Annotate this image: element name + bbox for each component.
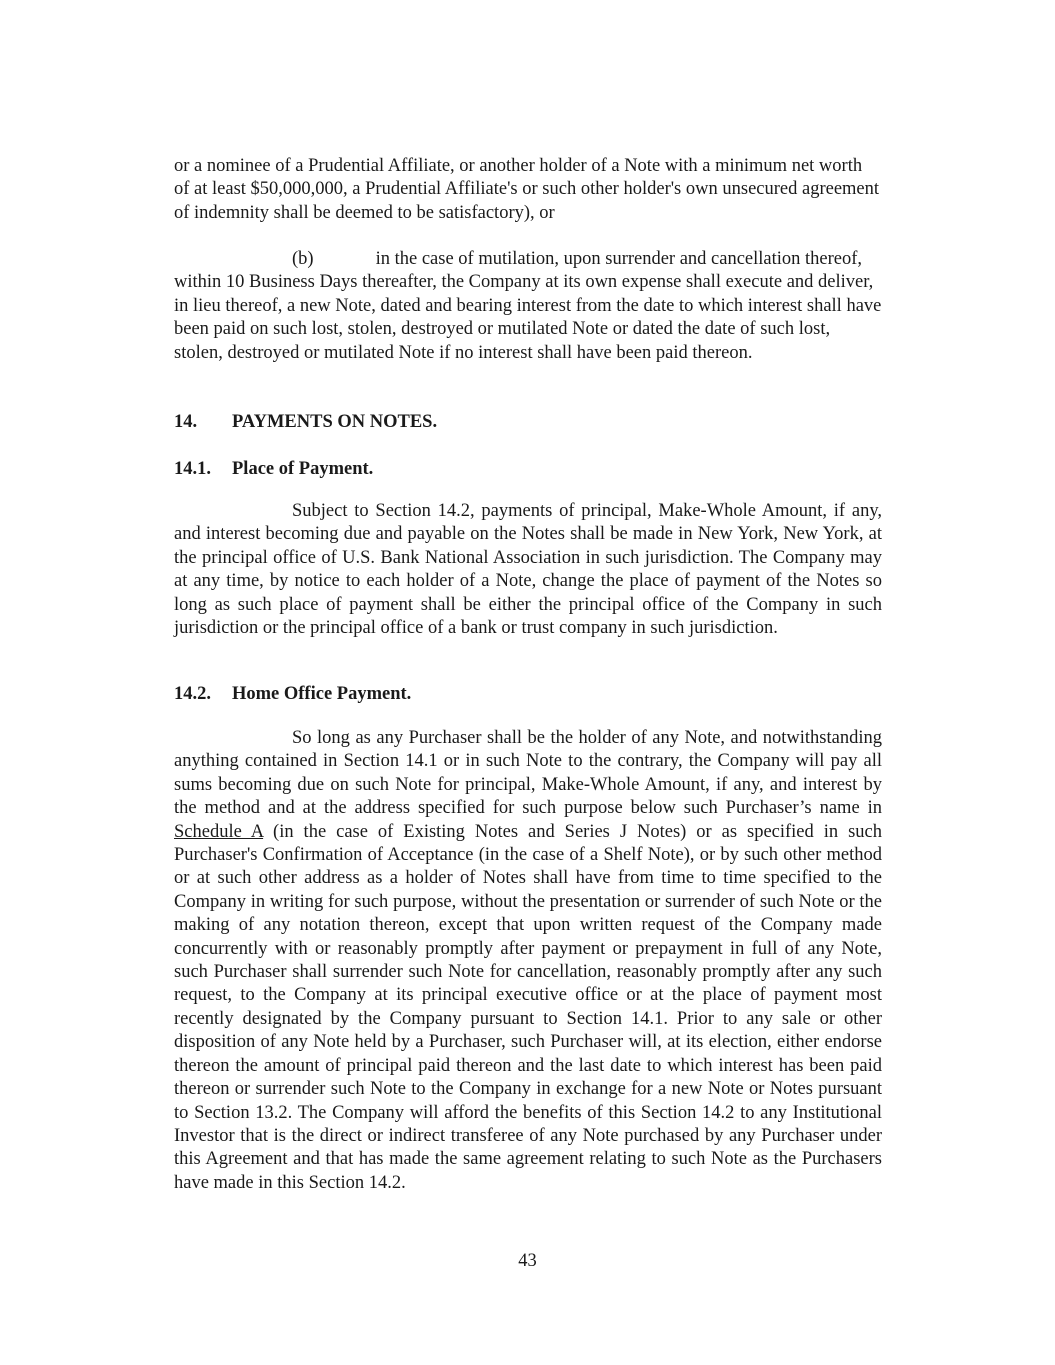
section-14-1-body: Subject to Section 14.2, payments of principal, Make-Whole Amount, if any, and interest becoming due and payable on the Notes shall be made in New York, New York, at the principal office of U.S. Bank National Association in such jurisdiction. The Company may at any time, by notice to each holder of a Note, change the place of payment of the Notes so long as such place of payment shall be either the principal office of the Company in such jurisdiction or the principal office of a bank or trust company in such jurisdiction. [174, 501, 882, 639]
section-14-heading [174, 411, 437, 434]
section-14-2-heading [174, 683, 411, 706]
section-14-2-body [174, 727, 882, 1195]
item-b-paragraph [174, 248, 882, 365]
item-b-text: in the case of mutilation, upon surrender and cancellation thereof, within 10 Business Days thereafter, the Company at its own expense shall execute and deliver, in lieu thereof, a new Note, dated and bearing interest from the date to which interest shall have been paid on such lost, stolen, destroyed or mutilated Note or dated the date of such lost, stolen, destroyed or mutilated Note if no interest shall have been paid thereon. [174, 249, 882, 363]
section-14-2-title: Home Office Payment. [232, 684, 412, 704]
section-14-2-body-part1: So long as any Purchaser shall be the holder of any Note, and notwithstanding anything contained in Section 14.1 or in such Note to the contrary, the Company will pay all sums becoming due on such Note for principal, Make-Whole Amount, if any, and interest by the method and at the address specified for such purpose below such Purchaser’s name in [174, 728, 882, 819]
continuation-paragraph: or a nominee of a Prudential Affiliate, or another holder of a Note with a minimum net worth of at least $50,000,000, a Prudential Affiliate's or such other holder's own unsecured agreement of indemnity shall be deemed to be satisfactory), or [174, 156, 880, 223]
section-14-title: PAYMENTS ON NOTES. [232, 412, 438, 432]
section-14-1-title: Place of Payment. [232, 459, 374, 479]
section-14-2-number: 14.2. [174, 684, 211, 704]
section-14-number: 14. [174, 412, 198, 432]
page-number: 43 [518, 1251, 537, 1271]
section-14-2-body-part2: (in the case of Existing Notes and Series J Notes) or as specified in such Purchaser's Confirmation of Acceptance (in the case of a Shelf Note), or by such other method or at such other address as a holder of Notes shall have from time to time specified to the Company in writing for such purpose, without the presentation or surrender of such Note or the making of any notation thereon, except that upon written request of the Company made concurrently with or reasonably promptly after payment or prepayment in full of any Note, such Purchaser shall surrender such Note for cancellation, reasonably promptly after any such request, to the Company at its principal executive office or at the place of payment most recently designated by the Company pursuant to Section 14.1. Prior to any sale or other disposition of any Note held by a Purchaser, such Purchaser will, at its election, either endorse thereon the amount of principal paid thereon and the last date to which interest has been paid thereon or surrender such Note to the Company in exchange for a new Note or Notes pursuant to Section 13.2. The Company will afford the benefits of this Section 14.2 to any Institutional Investor that is the direct or indirect transferee of any Note purchased by any Purchaser under this Agreement and that has made the same agreement relating to such Note as the Purchasers have made in this Section 14.2. [174, 821, 882, 1193]
schedule-a-reference: Schedule A [174, 821, 264, 842]
item-b-label: (b) [292, 249, 314, 269]
section-14-1-number: 14.1. [174, 459, 211, 479]
section-14-1-heading [174, 458, 373, 481]
